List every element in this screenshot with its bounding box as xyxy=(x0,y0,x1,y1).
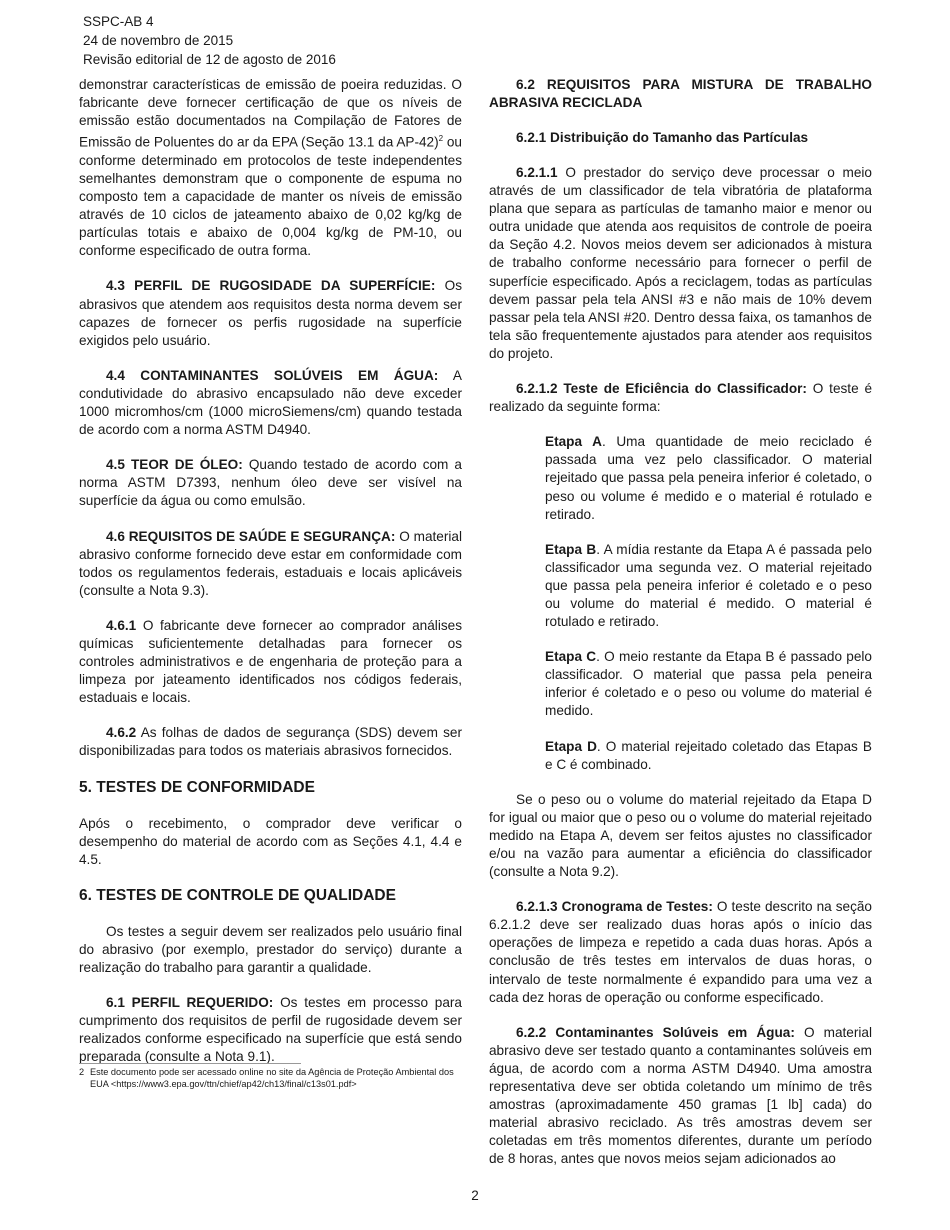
section-6-2-2: 6.2.2 Contaminantes Solúveis em Água: O material abrasivo deve ser testado quanto a contaminantes solúveis em água, de acordo com a norma ASTM D4940. Uma amostra representativa deve ser obtida coletando um mínimo de três amostras (aproximadamente 450 gramas [1 lb] cada) do material abrasivo reciclado. As três amostras devem ser coletadas em três momentos diferentes, durante um período de 8 horas, antes que novos meios sejam adicionados ao xyxy=(489,1024,872,1167)
step-c: Etapa C. O meio restante da Etapa B é passado pelo classificador. O material que passa pela peneira inferior é coletado e o peso ou volume do material é medido. xyxy=(545,649,872,719)
step-d: Etapa D. O material rejeitado coletado das Etapas B e C é combinado. xyxy=(545,738,872,772)
footnote xyxy=(79,1066,462,1090)
paragraph-step-d-result: Se o peso ou o volume do material rejeitado da Etapa D for igual ou maior que o peso ou o volume do material rejeitado medido na Etapa A, devem ser feitos ajustes no classificador e/ou na vazão para aumentar a eficiência do classificador (consulte a Nota 9.2). xyxy=(489,791,872,880)
footnote-text: Este documento pode ser acessado online no site da Agência de Proteção Ambiental dos EUA <https://www3.epa.gov/ttn/chief/ap42/ch13/final/c13s01.pdf> xyxy=(90,1067,454,1089)
step-a: Etapa A. Uma quantidade de meio reciclado é passada uma vez pelo classificador. O material rejeitado que passa pela peneira inferior é coletado, o peso ou volume é medido e o material é rotulado e retirado. xyxy=(545,434,872,522)
heading-section-5: 5. TESTES DE CONFORMIDADE xyxy=(79,778,315,796)
footnote-ref: 2 xyxy=(438,134,444,144)
heading-section-6: 6. TESTES DE CONTROLE DE QUALIDADE xyxy=(79,886,396,904)
section-5-text: Após o recebimento, o comprador deve verificar o desempenho do material de acordo com as Seções 4.1, 4.4 e 4.5. xyxy=(79,815,462,867)
doc-code: SSPC-AB 4 xyxy=(83,14,154,29)
section-4-6-1: 4.6.1 O fabricante deve fornecer ao comprador análises químicas suficientemente detalhadas para fornecer os controles administrativos e de engenharia de proteção para a limpeza por jateamento identificados nos códigos federais, estaduais e locais. xyxy=(79,617,462,706)
section-6-2-1-2: 6.2.1.2 Teste de Eficiência do Classificador: O teste é realizado da seguinte forma: xyxy=(489,381,873,415)
section-4-3: 4.3 PERFIL DE RUGOSIDADE DA SUPERFÍCIE: Os abrasivos que atendem aos requisitos desta norma devem ser capazes de fornecer os perfis rugosidade na superfície exigidos pelo usuário. xyxy=(79,278,462,348)
section-6-text: Os testes a seguir devem ser realizados pelo usuário final do abrasivo (por exemplo, prestador do serviço) durante a realização do trabalho para garantir a qualidade. xyxy=(79,923,462,975)
section-6-1: 6.1 PERFIL REQUERIDO: Os testes em processo para cumprimento dos requisitos de perfil de rugosidade devem ser realizados conforme especificado na superfície que está sendo preparada (consulte a Nota 9.1). xyxy=(79,995,462,1065)
footnote-divider xyxy=(79,1063,301,1064)
paragraph-dust-emission: demonstrar características de emissão de poeira reduzidas. O fabricante deve fornecer certificação de que os níveis de emissão estão documentados na Compilação de Fatores de Emissão de Poluentes do ar da EPA (Seção 13.1 da AP-42)$^2$ ou conforme determinado em protocolos de teste independentes semelhantes demonstram que o componente de espuma no composto tem a capacidade de manter os níveis de emissão através de 10 ciclos de jateamento abaixo de 0,02 kg/kg de partículas totais e abaixo de 0,004 kg/kg de PM-10, ou conforme especificado de outra forma. xyxy=(79,77,462,259)
page-number: 2 xyxy=(471,1188,479,1203)
heading-6-2-1: 6.2.1 Distribuição do Tamanho das Partículas xyxy=(516,130,809,145)
doc-date: 24 de novembro de 2015 xyxy=(83,33,234,48)
section-4-5: 4.5 TEOR DE ÓLEO: Quando testado de acordo com a norma ASTM D7393, nenhum óleo deve ser visível na superfície da água ou como emulsão. xyxy=(79,457,462,509)
section-6-2-1-3: 6.2.1.3 Cronograma de Testes: O teste descrito na seção 6.2.1.2 deve ser realizado duas horas após o início das operações de limpeza e repetido a cada duas horas. Após a conclusão de três testes em intervalos de duas horas, o intervalo de teste normalmente é expandido para uma vez a cada dez horas de operação ou conforme especificado. xyxy=(489,899,872,1005)
section-4-6: 4.6 REQUISITOS DE SAÚDE E SEGURANÇA: O material abrasivo conforme fornecido deve estar em conformidade com todos os regulamentos federais, estaduais e locais aplicáveis (consulte a Nota 9.3). xyxy=(79,528,462,598)
section-6-2-1-1: 6.2.1.1 O prestador do serviço deve processar o meio através de um classificador de tela vibratória de plataforma plana que separa as partículas de tamanho maior e menor ou outra unidade que atenda aos requisitos de controle de poeira da Seção 4.2. Novos meios devem ser adicionados à mistura de trabalho conforme necessário para fornecer o perfil de superfície especificado. Após a reciclagem, todas as partículas devem passar pela tela ANSI #3 e não mais de 10% devem passar pela tela ANSI #20. Dentro dessa faixa, os tamanhos de tela são frequentemente ajustados para atender aos requisitos do projeto. xyxy=(489,165,872,361)
heading-6-2: 6.2 REQUISITOS PARA MISTURA DE TRABALHO ABRASIVA RECICLADA xyxy=(489,77,872,110)
footnote-number: 2 xyxy=(79,1067,85,1077)
section-4-4: 4.4 CONTAMINANTES SOLÚVEIS EM ÁGUA: A condutividade do abrasivo encapsulado não deve exceder 1000 micromhos/cm (1000 microSiemens/cm) quando testada de acordo com a norma ASTM D4940. xyxy=(79,367,463,438)
section-4-6-2: 4.6.2 As folhas de dados de segurança (SDS) devem ser disponibilizadas para todos os materiais abrasivos fornecidos. xyxy=(79,725,462,759)
step-b: Etapa B. A mídia restante da Etapa A é passada pelo classificador uma segunda vez. O material rejeitado que passa pela peneira inferior é coletado e o peso ou volume do material é medido. O material é rotulado e retirado. xyxy=(545,541,872,630)
page-header xyxy=(83,12,336,69)
right-column xyxy=(489,76,872,1186)
left-column xyxy=(79,76,462,1083)
doc-revision: Revisão editorial de 12 de agosto de 2016 xyxy=(83,52,336,67)
